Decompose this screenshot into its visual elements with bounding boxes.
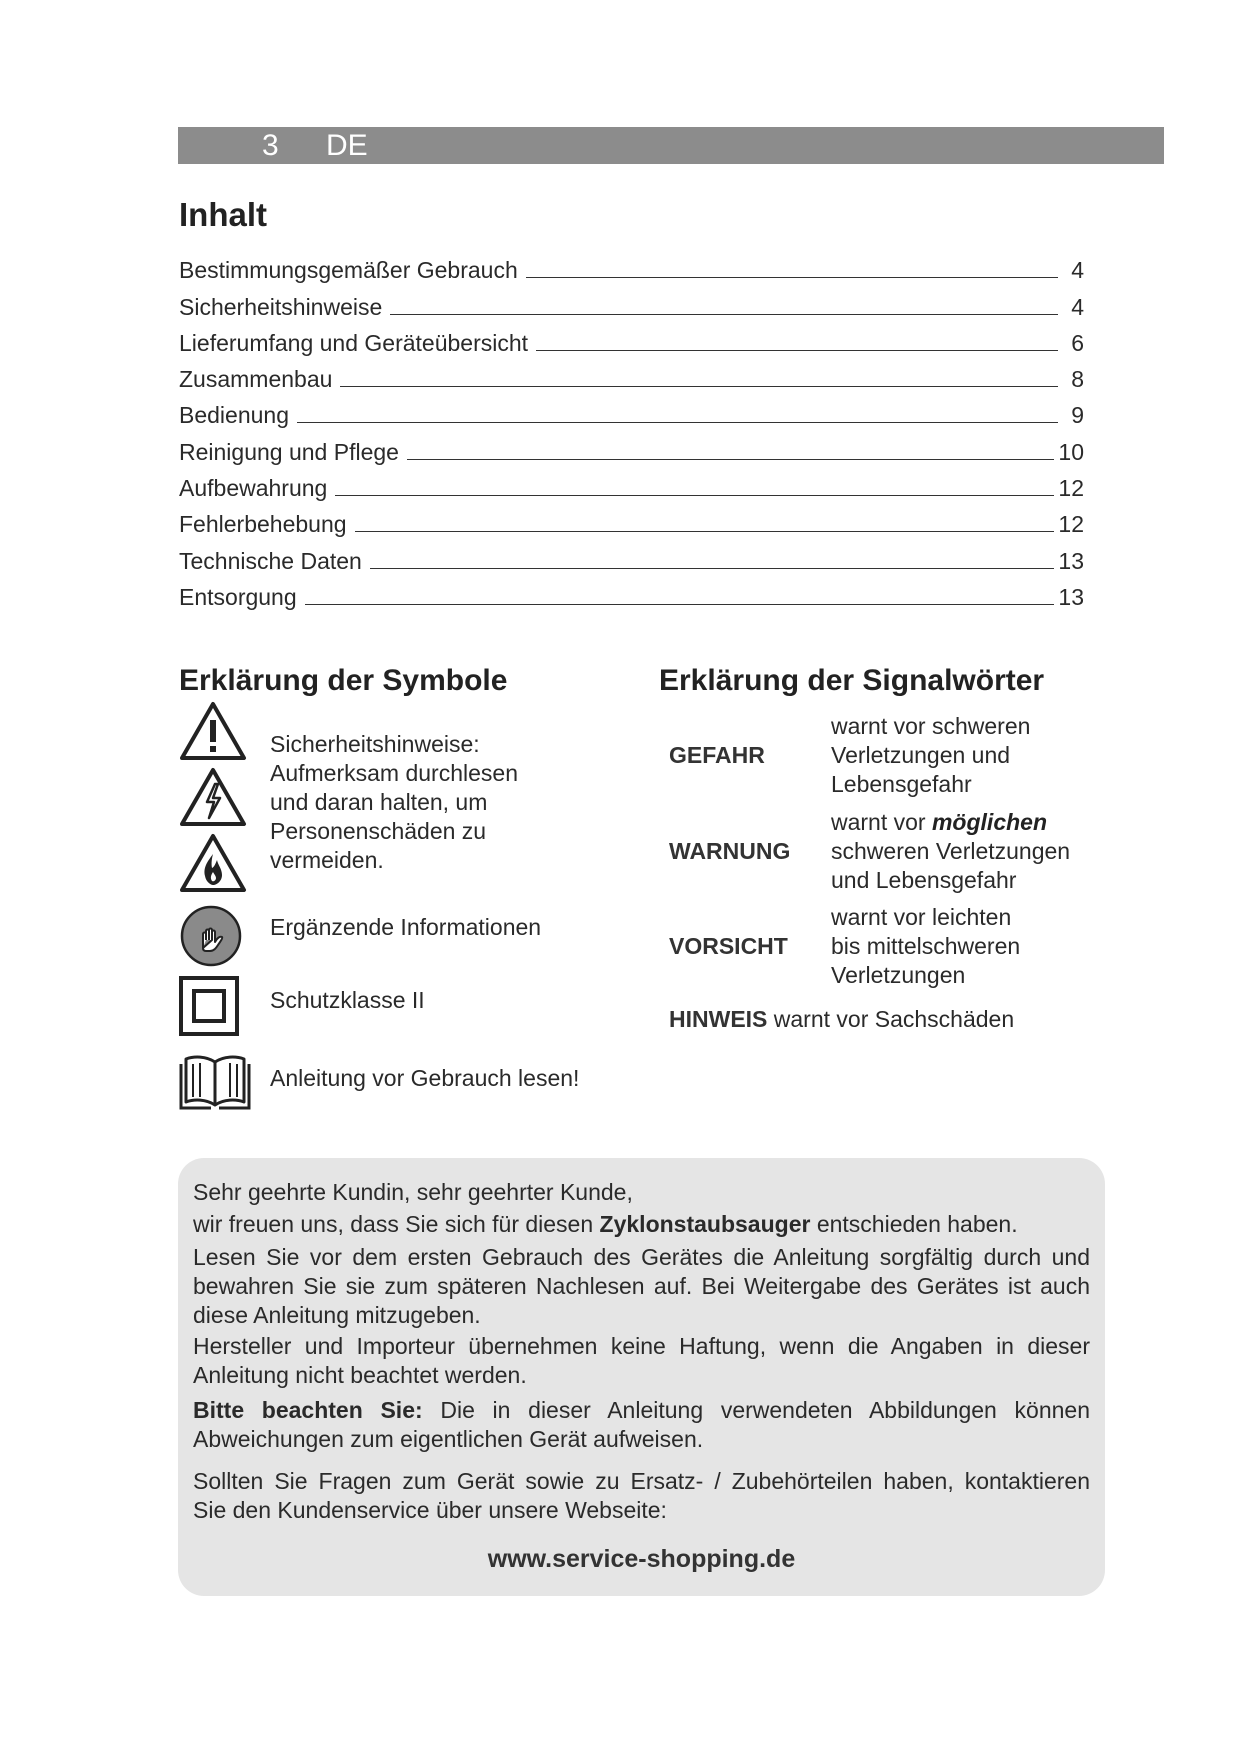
notice-label: Bitte beachten Sie: — [193, 1397, 423, 1423]
info-p4-line-2: Abweichungen zum eigentlichen Gerät aufweisen. — [193, 1426, 704, 1452]
toc-entry[interactable] — [179, 429, 1084, 465]
toc-entry[interactable] — [179, 466, 1084, 502]
safety-line-1: Sicherheitshinweise: — [270, 731, 480, 757]
toc-entry[interactable] — [179, 284, 1084, 320]
toc-entry-page: 6 — [1071, 329, 1084, 356]
manual-symbol-label: Anleitung vor Gebrauch lesen! — [270, 1065, 580, 1091]
toc-entry-page: 4 — [1071, 293, 1084, 320]
signal-description-warnung — [831, 808, 1070, 895]
warning-triangle-icon — [179, 700, 247, 767]
manual-book-icon — [178, 1050, 252, 1117]
warnung-line-1 — [831, 808, 1070, 837]
service-website-link[interactable]: www.service-shopping.de — [487, 1545, 796, 1573]
vorsicht-line-2: bis mittelschweren — [831, 933, 1021, 959]
info-p1-tail: entschieden haben. — [810, 1211, 1018, 1237]
toc-leader-line — [370, 568, 1055, 569]
protection-class-ii-icon — [179, 976, 239, 1041]
table-of-contents — [179, 248, 1084, 611]
toc-entry-page: 10 — [1058, 438, 1084, 465]
greeting: Sehr geehrte Kundin, sehr geehrter Kunde, — [193, 1179, 633, 1205]
info-symbol-label: Ergänzende Informationen — [270, 914, 542, 940]
product-name: Zyklonstaubsauger — [599, 1211, 811, 1237]
warnung-emphasis: möglichen — [931, 809, 1047, 835]
info-p1-text: wir freuen uns, dass Sie sich für diesen — [193, 1211, 600, 1237]
info-p2-line-2: bewahren Sie sie zum späteren Nachlesen auf. Bei Weitergabe des Gerätes ist auch — [193, 1273, 1090, 1299]
toc-leader-line — [536, 350, 1058, 351]
toc-entry[interactable] — [179, 248, 1084, 284]
toc-entry-page: 13 — [1058, 547, 1084, 574]
info-p5-line-1: Sollten Sie Fragen zum Gerät sowie zu Ersatz- / Zubehörteilen haben, kontaktieren — [193, 1468, 1090, 1494]
info-paragraph-4 — [193, 1396, 1090, 1454]
toc-entry-page: 4 — [1071, 257, 1084, 284]
toc-entry[interactable] — [179, 538, 1084, 574]
warnung-line-2: schweren Verletzungen — [831, 838, 1071, 864]
toc-leader-line — [297, 422, 1058, 423]
gefahr-line-2: Verletzungen und — [831, 742, 1011, 768]
toc-entry-label: Zusammenbau — [179, 366, 333, 393]
toc-title: Inhalt — [179, 196, 267, 233]
toc-entry[interactable] — [179, 357, 1084, 393]
safety-symbol-description — [270, 730, 518, 875]
info-paragraph-3 — [193, 1332, 1090, 1390]
toc-leader-line — [407, 459, 1054, 460]
toc-entry[interactable] — [179, 321, 1084, 357]
language-code: DE — [326, 129, 368, 162]
toc-leader-line — [305, 604, 1055, 605]
vorsicht-line-3: Verletzungen — [831, 962, 966, 988]
signal-word-vorsicht: VORSICHT — [669, 933, 788, 959]
toc-entry-label: Entsorgung — [179, 583, 297, 610]
safety-line-3: und daran halten, um — [270, 789, 488, 815]
safety-line-5: vermeiden. — [270, 847, 384, 873]
toc-entry-label: Aufbewahrung — [179, 475, 328, 502]
toc-entry[interactable] — [179, 393, 1084, 429]
toc-leader-line — [526, 277, 1058, 278]
toc-entry-label: Technische Daten — [179, 547, 362, 574]
signal-description-gefahr — [831, 712, 1030, 799]
signal-word-gefahr: GEFAHR — [669, 742, 765, 768]
toc-entry-page: 12 — [1058, 475, 1084, 502]
safety-line-4: Personenschäden zu — [270, 818, 487, 844]
protection-class-label: Schutzklasse II — [270, 987, 425, 1013]
symbols-heading: Erklärung der Symbole — [179, 664, 508, 697]
gefahr-line-1: warnt vor schweren — [831, 713, 1031, 739]
signal-row-hinweis — [669, 1006, 1014, 1033]
signal-description-vorsicht — [831, 903, 1020, 990]
toc-entry-label: Sicherheitshinweise — [179, 293, 383, 320]
toc-leader-line — [355, 531, 1055, 532]
toc-leader-line — [340, 386, 1058, 387]
toc-leader-line — [390, 314, 1058, 315]
toc-entry-label: Bedienung — [179, 402, 289, 429]
toc-entry-page: 13 — [1058, 583, 1084, 610]
warnung-line-1-text: warnt vor — [831, 809, 932, 835]
info-p2-line-1: Lesen Sie vor dem ersten Gebrauch des Gerätes die Anleitung sorgfältig durch und — [193, 1244, 1090, 1270]
toc-entry-page: 9 — [1071, 402, 1084, 429]
signal-word-warnung: WARNUNG — [669, 838, 791, 864]
info-paragraph-1 — [193, 1210, 1090, 1239]
vorsicht-line-1: warnt vor leichten — [831, 904, 1012, 930]
toc-entry-label: Lieferumfang und Geräteübersicht — [179, 329, 529, 356]
signal-description-hinweis: warnt vor Sachschäden — [767, 1006, 1015, 1032]
page-number: 3 — [262, 129, 279, 162]
warnung-line-3: und Lebensgefahr — [831, 867, 1017, 893]
page-header-bar — [178, 127, 1164, 164]
hand-info-icon — [179, 904, 243, 973]
info-p4-line-1-text: Die in dieser Anleitung verwendeten Abbildungen können — [422, 1397, 1090, 1423]
gefahr-line-3: Lebensgefahr — [831, 771, 972, 797]
toc-entry-label: Bestimmungsgemäßer Gebrauch — [179, 257, 518, 284]
electric-shock-icon — [179, 766, 247, 833]
info-p5-line-2: Sie den Kundenservice über unsere Webseite: — [193, 1497, 667, 1523]
safety-line-2: Aufmerksam durchlesen — [270, 760, 518, 786]
info-p3-line-1: Hersteller und Importeur übernehmen keine Haftung, wenn die Angaben in dieser — [193, 1333, 1090, 1359]
signal-words-heading: Erklärung der Signalwörter — [659, 664, 1045, 697]
customer-info-box — [178, 1158, 1105, 1596]
toc-entry-label: Fehlerbehebung — [179, 511, 347, 538]
signal-word-hinweis: HINWEIS — [669, 1006, 768, 1032]
toc-entry-page: 12 — [1058, 511, 1084, 538]
toc-entry-label: Reinigung und Pflege — [179, 438, 399, 465]
info-paragraph-2 — [193, 1243, 1090, 1330]
info-paragraph-5 — [193, 1467, 1090, 1525]
toc-entry[interactable] — [179, 502, 1084, 538]
info-p4-line-1 — [193, 1396, 1090, 1425]
info-p2-line-3: diese Anleitung mitzugeben. — [193, 1302, 481, 1328]
toc-entry-page: 8 — [1071, 366, 1084, 393]
fire-hazard-icon — [179, 832, 247, 899]
toc-entry[interactable] — [179, 575, 1084, 611]
info-p3-line-2: Anleitung nicht beachtet werden. — [193, 1362, 527, 1388]
toc-leader-line — [335, 495, 1054, 496]
